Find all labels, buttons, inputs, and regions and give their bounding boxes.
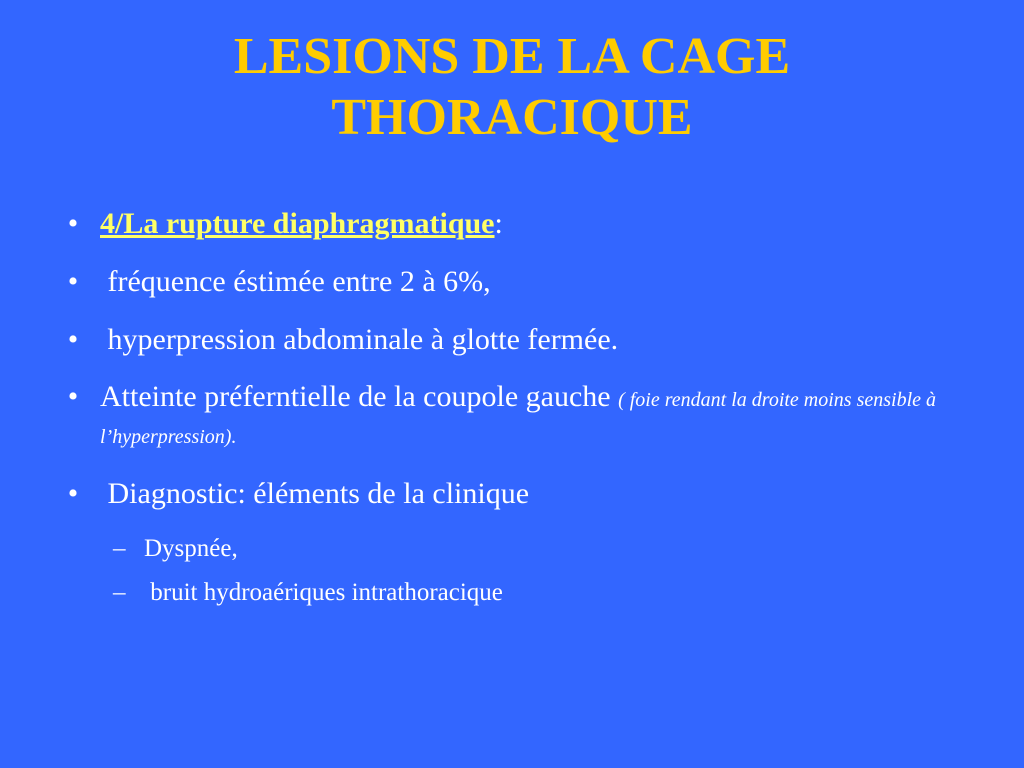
- bullet-list: [58, 206, 958, 622]
- slide-title-line-1: LESIONS DE LA CAGE: [233, 28, 791, 85]
- slide-title-line-2: THORACIQUE: [331, 89, 693, 146]
- sub-item-text: Dyspnée,: [144, 535, 238, 562]
- bullet-marker: •: [67, 477, 79, 510]
- slide-title: [0, 26, 1024, 148]
- bullet-text: Diagnostic: éléments de la clinique: [100, 477, 530, 510]
- bullet-text: fréquence éstimée entre 2 à 6%,: [100, 265, 491, 298]
- bullet-item-frequence: [58, 264, 958, 300]
- sub-item-marker: –: [113, 579, 126, 606]
- sub-item-dyspnee: [58, 534, 958, 564]
- bullet-note: ( foie rendant la droite moins sensible à l’hyperpression).: [100, 389, 937, 448]
- section-heading: 4/La rupture diaphragmatique: [100, 207, 495, 240]
- sub-item-marker: –: [113, 535, 126, 562]
- section-heading-colon: :: [494, 207, 503, 240]
- bullet-text: hyperpression abdominale à glotte fermée.: [100, 323, 619, 356]
- bullet-item-hyperpression: [58, 322, 958, 358]
- sub-item-bruit: [58, 578, 958, 608]
- bullet-marker: •: [67, 323, 79, 356]
- bullet-marker: •: [67, 207, 79, 240]
- bullet-marker: •: [67, 380, 79, 413]
- bullet-text: Atteinte préferntielle de la coupole gauche: [100, 380, 619, 413]
- bullet-marker: •: [67, 265, 79, 298]
- bullet-item-atteinte: [58, 380, 958, 454]
- bullet-item-diagnostic: [58, 476, 958, 512]
- sub-item-text: bruit hydroaériques intrathoracique: [144, 579, 503, 606]
- bullet-item-rupture: [58, 206, 958, 242]
